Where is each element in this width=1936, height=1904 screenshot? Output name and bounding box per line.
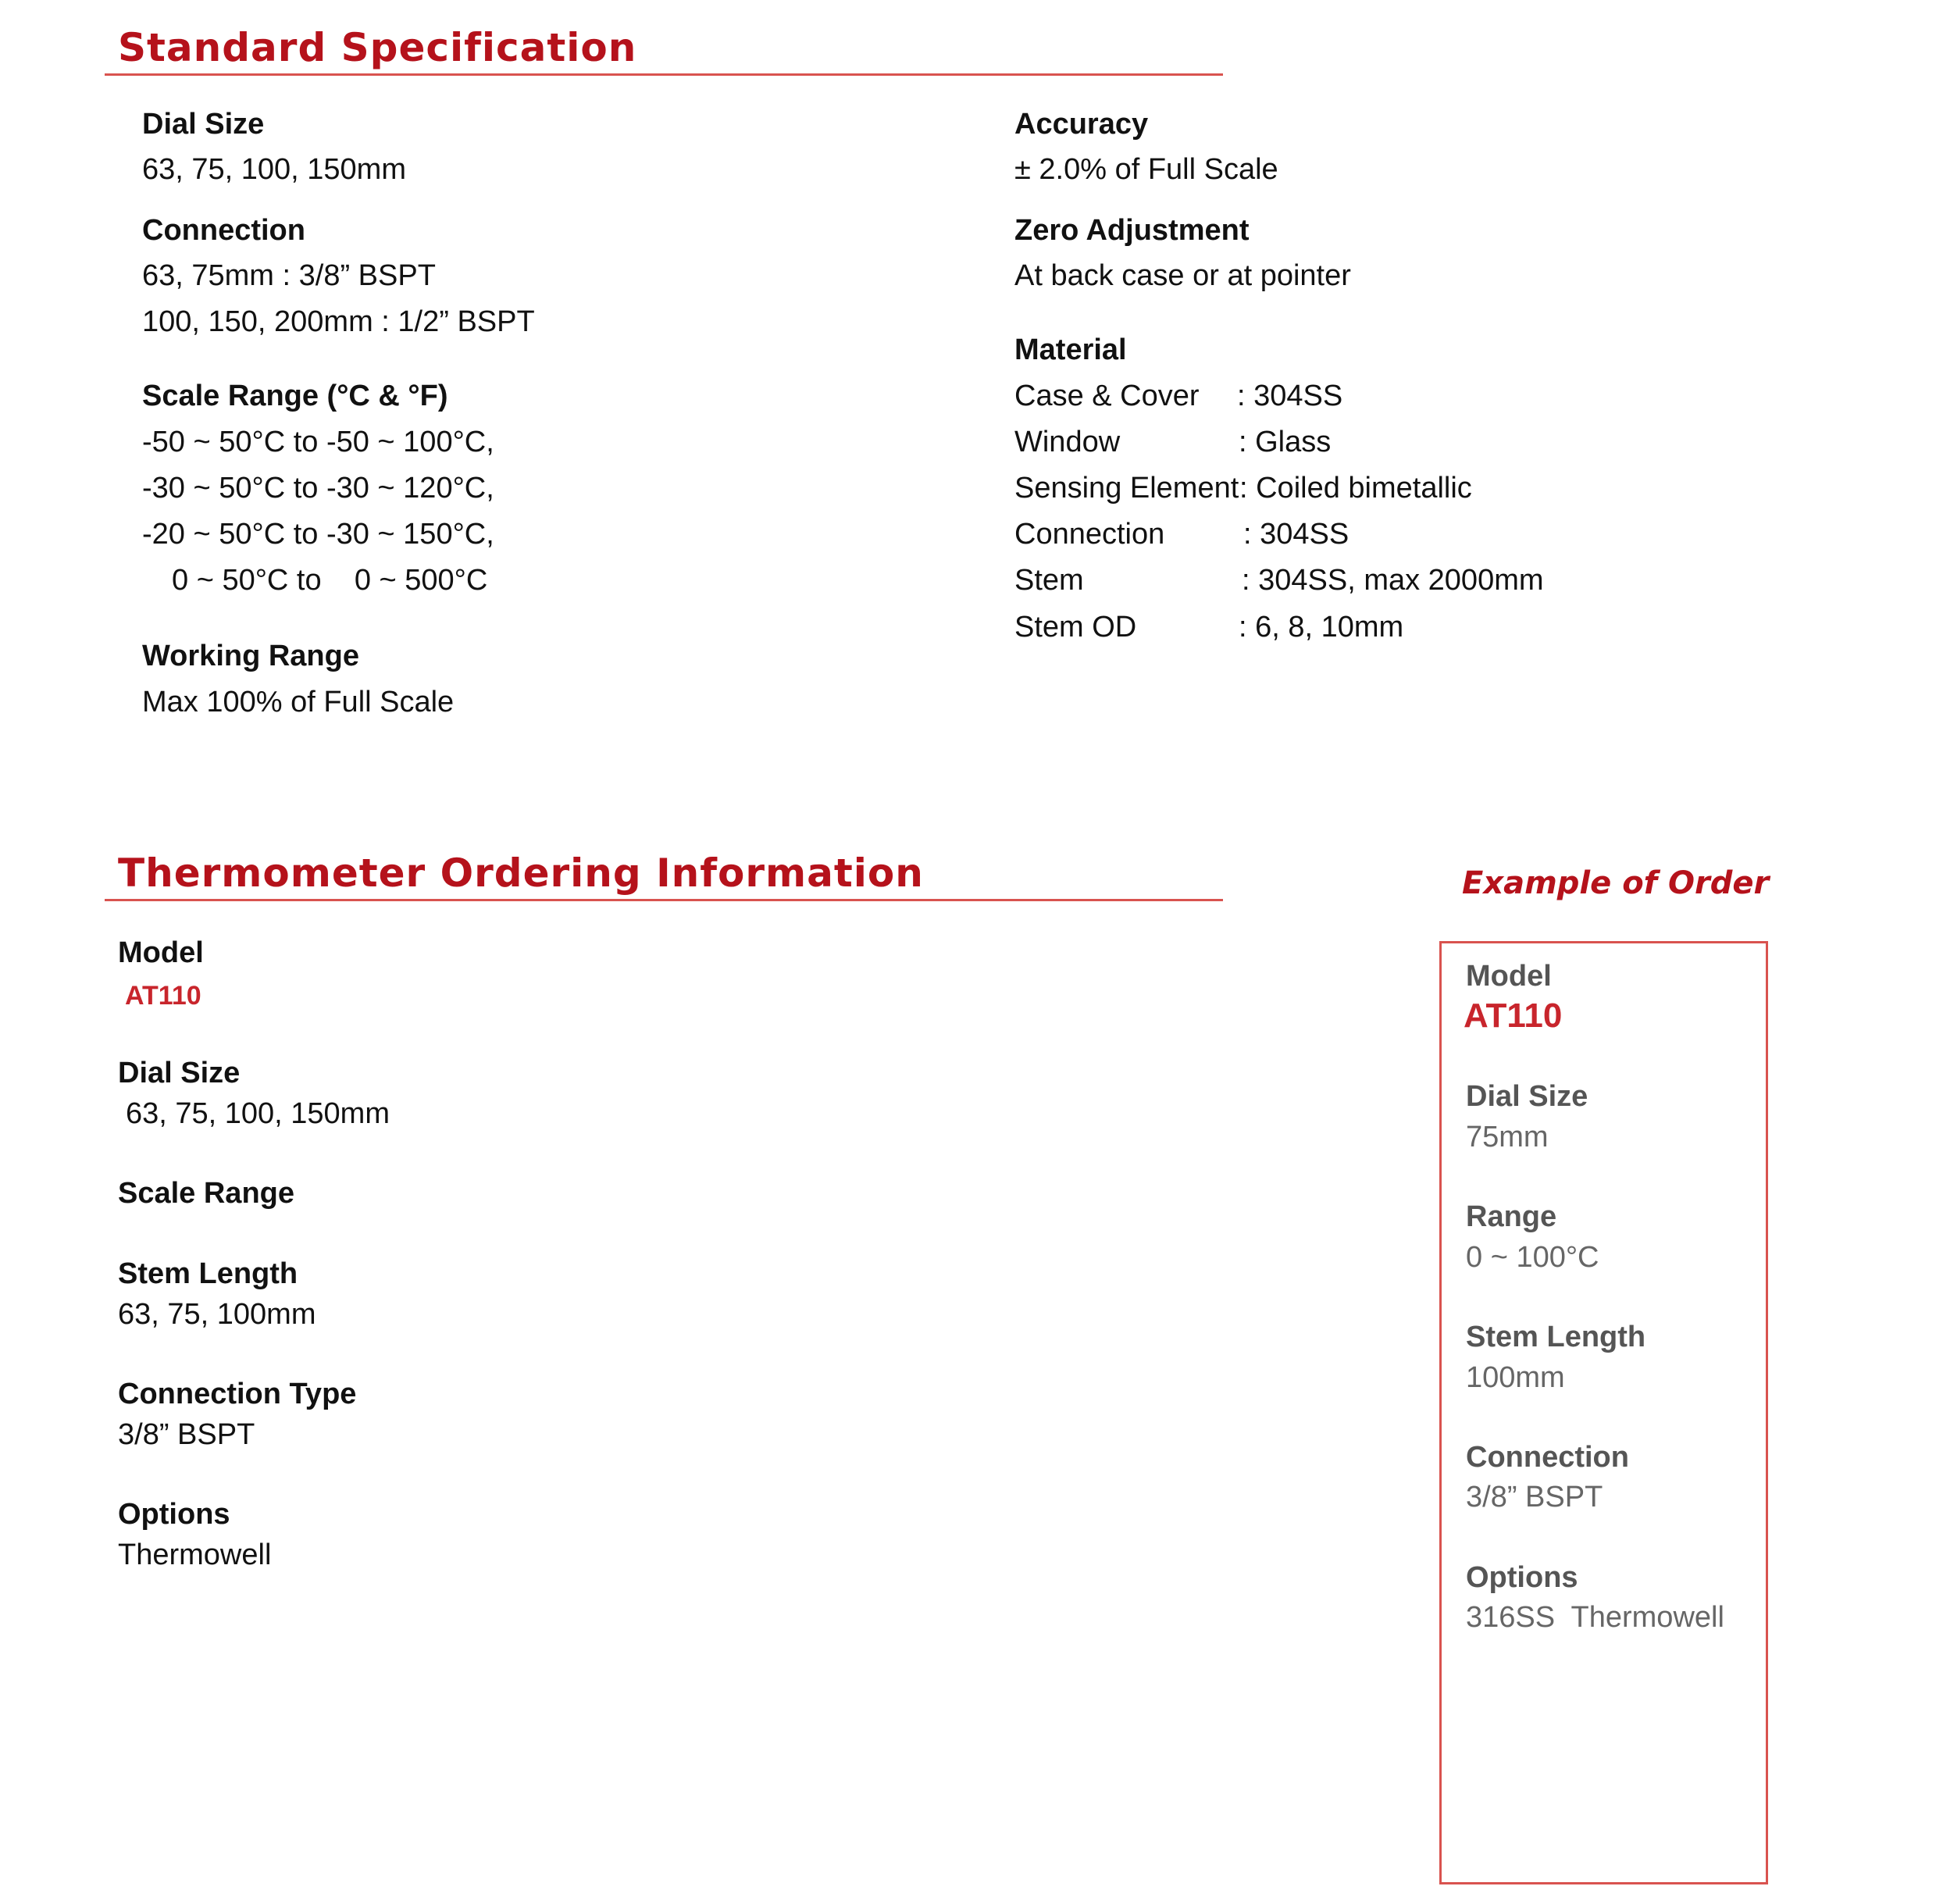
scale-range-label: Scale Range (°C & °F) [142,380,448,412]
ordering-title: Thermometer Ordering Information [118,850,924,896]
example-dial-size-value: 75mm [1466,1121,1549,1153]
example-model-code: AT110 [1464,997,1563,1035]
scale-range-line: -20 ~ 50°C to -30 ~ 150°C, [142,518,494,551]
material-value: : 304SS [1243,518,1349,551]
order-stem-length-value: 63, 75, 100mm [118,1298,316,1331]
dial-size-value: 63, 75, 100, 150mm [142,153,406,186]
material-value: : Glass [1239,426,1332,458]
material-key: Stem OD [1014,611,1137,644]
example-dial-size-label: Dial Size [1466,1080,1588,1113]
order-connection-type-value: 3/8” BSPT [118,1418,255,1451]
standard-spec-title: Standard Specification [118,25,637,70]
material-value: : 6, 8, 10mm [1239,611,1404,644]
example-title: Example of Order [1462,865,1770,901]
example-model-label: Model [1466,960,1552,993]
order-model-label: Model [118,936,204,969]
material-value: : Coiled bimetallic [1239,472,1472,505]
dial-size-label: Dial Size [142,108,265,141]
connection-line: 63, 75mm : 3/8” BSPT [142,259,436,292]
scale-range-line: -50 ~ 50°C to -50 ~ 100°C, [142,426,494,458]
order-dial-size-value: 63, 75, 100, 150mm [126,1097,390,1130]
material-value: : 304SS, max 2000mm [1242,564,1544,597]
order-stem-length-label: Stem Length [118,1257,298,1290]
example-stem-length-label: Stem Length [1466,1321,1646,1353]
example-range-value: 0 ~ 100°C [1466,1241,1599,1274]
working-range-label: Working Range [142,640,359,672]
standard-spec-rule [105,73,1223,76]
example-connection-label: Connection [1466,1441,1629,1474]
material-key: Stem [1014,564,1084,597]
zero-adjustment-label: Zero Adjustment [1014,214,1250,247]
accuracy-value: ± 2.0% of Full Scale [1014,153,1278,186]
example-connection-value: 3/8” BSPT [1466,1481,1603,1514]
material-key: Case & Cover [1014,380,1200,412]
material-value: : 304SS [1237,380,1343,412]
material-label: Material [1014,333,1127,366]
material-key: Connection [1014,518,1165,551]
order-connection-type-label: Connection Type [118,1378,357,1410]
material-key: Window [1014,426,1121,458]
ordering-rule [105,899,1223,901]
order-scale-range-label: Scale Range [118,1177,294,1210]
example-range-label: Range [1466,1200,1557,1233]
zero-adjustment-value: At back case or at pointer [1014,259,1351,292]
example-options-value: 316SS Thermowell [1466,1601,1724,1634]
scale-range-line: -30 ~ 50°C to -30 ~ 120°C, [142,472,494,505]
example-stem-length-value: 100mm [1466,1361,1565,1394]
order-options-label: Options [118,1498,230,1531]
scale-range-line: 0 ~ 50°C to 0 ~ 500°C [172,564,488,597]
order-options-value: Thermowell [118,1539,272,1571]
connection-line: 100, 150, 200mm : 1/2” BSPT [142,305,535,338]
material-key: Sensing Element [1014,472,1239,505]
order-dial-size-label: Dial Size [118,1057,241,1089]
accuracy-label: Accuracy [1014,108,1149,141]
example-options-label: Options [1466,1561,1578,1594]
working-range-value: Max 100% of Full Scale [142,686,455,718]
order-model-code: AT110 [125,981,201,1011]
connection-label: Connection [142,214,305,247]
